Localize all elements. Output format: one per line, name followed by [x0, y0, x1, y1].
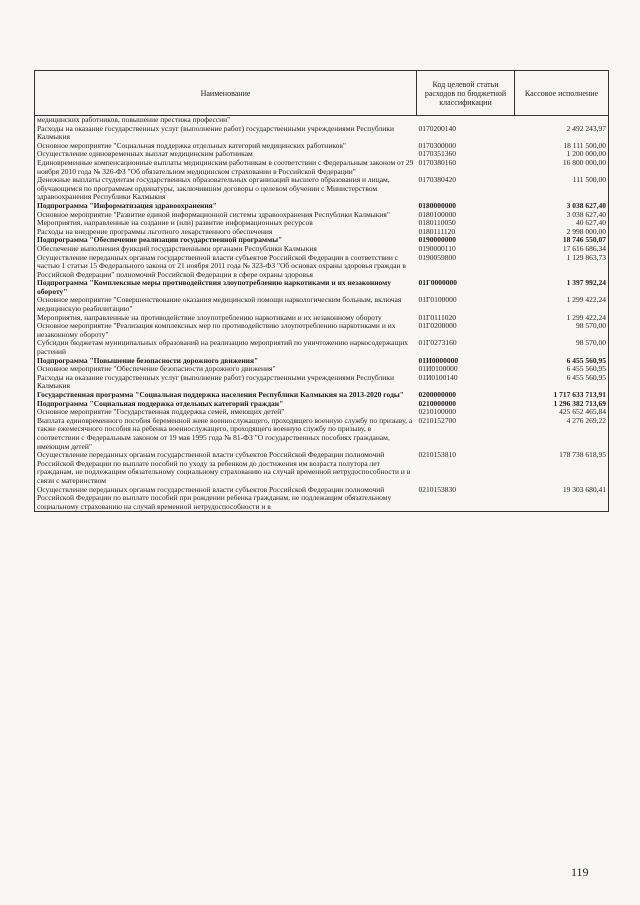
row-name: Подпрограмма "Информатизация здравоохранения" — [35, 202, 417, 211]
row-name: Основное мероприятие "Реализация комплексных мер по противодействию злоупотреблению наркотиками и их незаконному обороту" — [35, 322, 417, 339]
row-amount: 3 038 627,40 — [515, 211, 609, 220]
document-page — [34, 70, 608, 512]
header-amount: Кассовое исполнение — [515, 71, 609, 116]
header-code: Код целевой статьи расходов по бюджетной классификации — [417, 71, 515, 116]
row-code: 01Г0273160 — [418, 338, 457, 348]
row-name: Государственная программа "Социальная поддержка населения Республики Калмыкия на 2013-2020 годы" — [35, 391, 417, 400]
table-header-row — [35, 71, 609, 116]
row-amount: 18 111 500,00 — [515, 142, 609, 151]
row-amount: 98 570,00 — [515, 322, 609, 339]
row-code: 0210000000 — [418, 398, 456, 408]
row-code: 0180111120 — [418, 226, 456, 236]
row-name: Денежные выплаты студентам государственных образовательных организаций высшего образования и лицам, обучающимся по программам ординатуры, заключившим договоры о целевом обучении с Министерством здравоохранения Республики Калмыкия — [35, 176, 417, 202]
row-name: Основное мероприятие "Совершенствование оказания медицинской помощи наркологическим больным, включая медицинскую реабилитацию" — [35, 296, 417, 313]
row-amount: 1 397 992,24 — [515, 279, 609, 296]
row-amount: 2 492 243,97 — [515, 125, 609, 142]
row-amount: 1 200 000,00 — [515, 150, 609, 159]
row-code: 0180000000 — [418, 200, 456, 210]
row-code: 01И0000000 — [418, 355, 459, 365]
row-code: 01Г0100000 — [418, 295, 457, 305]
row-name: Мероприятия, направленные на противодействие злоупотреблению наркотиками и их незаконному обороту — [35, 314, 417, 323]
row-code: 0170300000 — [418, 140, 456, 150]
budget-table — [34, 70, 609, 512]
row-name: Обеспечение выполнения функций государственными органами Республики Калмыкия — [35, 245, 417, 254]
row-name: Подпрограмма "Комплексные меры противодействия злоупотреблению наркотиками и их незаконному обороту" — [35, 279, 417, 296]
row-code: 01И0100000 — [418, 364, 458, 374]
row-amount: 40 627,40 — [515, 219, 609, 228]
row-code: 01Г0200000 — [418, 321, 457, 331]
row-amount: 1 129 863,73 — [515, 254, 609, 280]
row-name: Мероприятия, направленные на создание и (или) развитие информационных ресурсов — [35, 219, 417, 228]
row-name: Единовременные компенсационные выплаты медицинским работникам в соответствии с Федеральным законом от 29 ноября 2010 года № 326-ФЗ "Об обязательном медицинском страховании в Российской Федерации" — [35, 159, 417, 176]
row-amount: 6 455 560,95 — [515, 365, 609, 374]
row-code: 0190059800 — [418, 252, 456, 262]
table-row — [35, 339, 609, 356]
row-code: 01Г0111020 — [418, 312, 457, 322]
row-name: Осуществление переданных органам государственной власти субъектов Российской Федерации в соответствии с частью 1 статьи 15 Федерального закона от 21 ноября 2011 года № 323-ФЗ "Об основах охраны здоровья граждан в Российской Федерации" полномочий Российской Федерации в сфере охраны здоровья — [35, 254, 417, 280]
row-name: Осуществление переданных органам государственной власти субъектов Российской Федерации полномочий Российской Федерации по выплате пособий по уходу за ребенком до достижения им возраста полутора лет гражданам, не подлежащим обязательному социальному страхованию на случай временной нетрудоспособности и в связи с материнством — [35, 451, 417, 485]
table-row — [35, 296, 609, 313]
table-row — [35, 374, 609, 391]
row-name: Субсидии бюджетам муниципальных образований на реализацию мероприятий по уничтожению наркосодержащих растений — [35, 339, 417, 356]
row-name: Выплата единовременного пособия беременной жене военнослужащего, проходящего военную службу по призыву, а также ежемесячного пособия на ребенка военнослужащего, проходящего военную службу по призыву, в соответствии с Федеральным законом от 19 мая 1995 года № 81-ФЗ "О государственных пособиях гражданам, имеющим детей" — [35, 417, 417, 451]
table-row — [35, 451, 609, 485]
table-row — [35, 322, 609, 339]
row-name: Расходы на оказание государственных услуг (выполнение работ) государственными учреждениями Республики Калмыкия — [35, 374, 417, 391]
row-name: медицинских работников, повышение престижа профессии" — [35, 116, 417, 125]
row-amount: 16 800 000,00 — [515, 159, 609, 176]
row-name: Подпрограмма "Социальная поддержка отдельных категорий граждан" — [35, 400, 417, 409]
row-amount: 1 717 633 713,91 — [515, 391, 609, 400]
row-name: Осуществление переданных органам государственной власти субъектов Российской Федерации полномочий Российской Федерации по выплате пособий при рождении ребенка гражданам, не подлежащим обязательному социальному страхованию на случай временной нетрудоспособности и в — [35, 486, 417, 512]
row-code: 0170200140 — [418, 123, 456, 133]
row-amount: 2 998 000,00 — [515, 228, 609, 237]
row-amount: 19 303 680,41 — [515, 486, 609, 512]
row-amount: 3 038 627,40 — [515, 202, 609, 211]
row-name: Основное мероприятие "Государственная поддержка семей, имеющих детей" — [35, 408, 417, 417]
table-row — [35, 159, 609, 176]
header-name: Наименование — [35, 71, 417, 116]
row-code: 01Г0000000 — [418, 278, 458, 288]
row-amount: 17 616 686,34 — [515, 245, 609, 254]
row-amount: 18 746 550,07 — [515, 236, 609, 245]
row-code: 0170380160 — [418, 157, 456, 167]
row-amount: 178 738 618,95 — [515, 451, 609, 485]
row-code: 01И0100140 — [418, 372, 458, 382]
row-name: Подпрограмма "Повышение безопасности дорожного движения" — [35, 357, 417, 366]
row-amount: 98 570,00 — [515, 339, 609, 356]
row-code: 0190000000 — [418, 235, 456, 245]
row-amount: 1 296 382 713,69 — [515, 400, 609, 409]
row-amount: 111 500,00 — [515, 176, 609, 202]
row-code: 0190000110 — [418, 243, 456, 253]
row-name: Подпрограмма "Обеспечение реализации государственной программы" — [35, 236, 417, 245]
row-code: 0200000000 — [418, 390, 456, 399]
row-code: 0180100000 — [418, 209, 456, 219]
table-row — [35, 486, 609, 512]
table-row — [35, 279, 609, 296]
row-name: Расходы на внедрение программы льготного лекарственного обеспечения — [35, 228, 417, 237]
table-row — [35, 417, 609, 451]
row-amount: 4 276 269,22 — [515, 417, 609, 451]
row-name: Основное мероприятие "Развитие единой информационной системы здравоохранения Республики Калмыкия" — [35, 211, 417, 220]
row-code: 0180110050 — [418, 218, 456, 228]
row-code: 0210152700 — [418, 415, 456, 425]
row-amount: 1 299 422,24 — [515, 314, 609, 323]
row-code: 0170380420 — [418, 175, 456, 185]
row-amount: 6 455 560,95 — [515, 357, 609, 366]
row-name: Осуществление единовременных выплат медицинским работникам — [35, 150, 417, 159]
row-code: 0210100000 — [418, 407, 456, 417]
row-name: Расходы на оказание государственных услуг (выполнение работ) государственными учреждениями Республики Калмыкия — [35, 125, 417, 142]
row-amount: 6 455 560,95 — [515, 374, 609, 391]
row-name: Основное мероприятие "Социальная поддержка отдельных категорий медицинских работников" — [35, 142, 417, 151]
row-code: 0170351360 — [418, 149, 456, 159]
table-row — [35, 254, 609, 280]
row-code: 0210153810 — [418, 450, 456, 460]
row-code: 0210153830 — [417, 486, 515, 512]
table-row — [35, 176, 609, 202]
row-name: Основное мероприятие "Обеспечение безопасности дорожного движения" — [35, 365, 417, 374]
row-amount: 1 299 422,24 — [515, 296, 609, 313]
page-number: 119 — [571, 865, 589, 879]
row-amount: 425 652 465,84 — [515, 408, 609, 417]
table-row — [35, 125, 609, 142]
